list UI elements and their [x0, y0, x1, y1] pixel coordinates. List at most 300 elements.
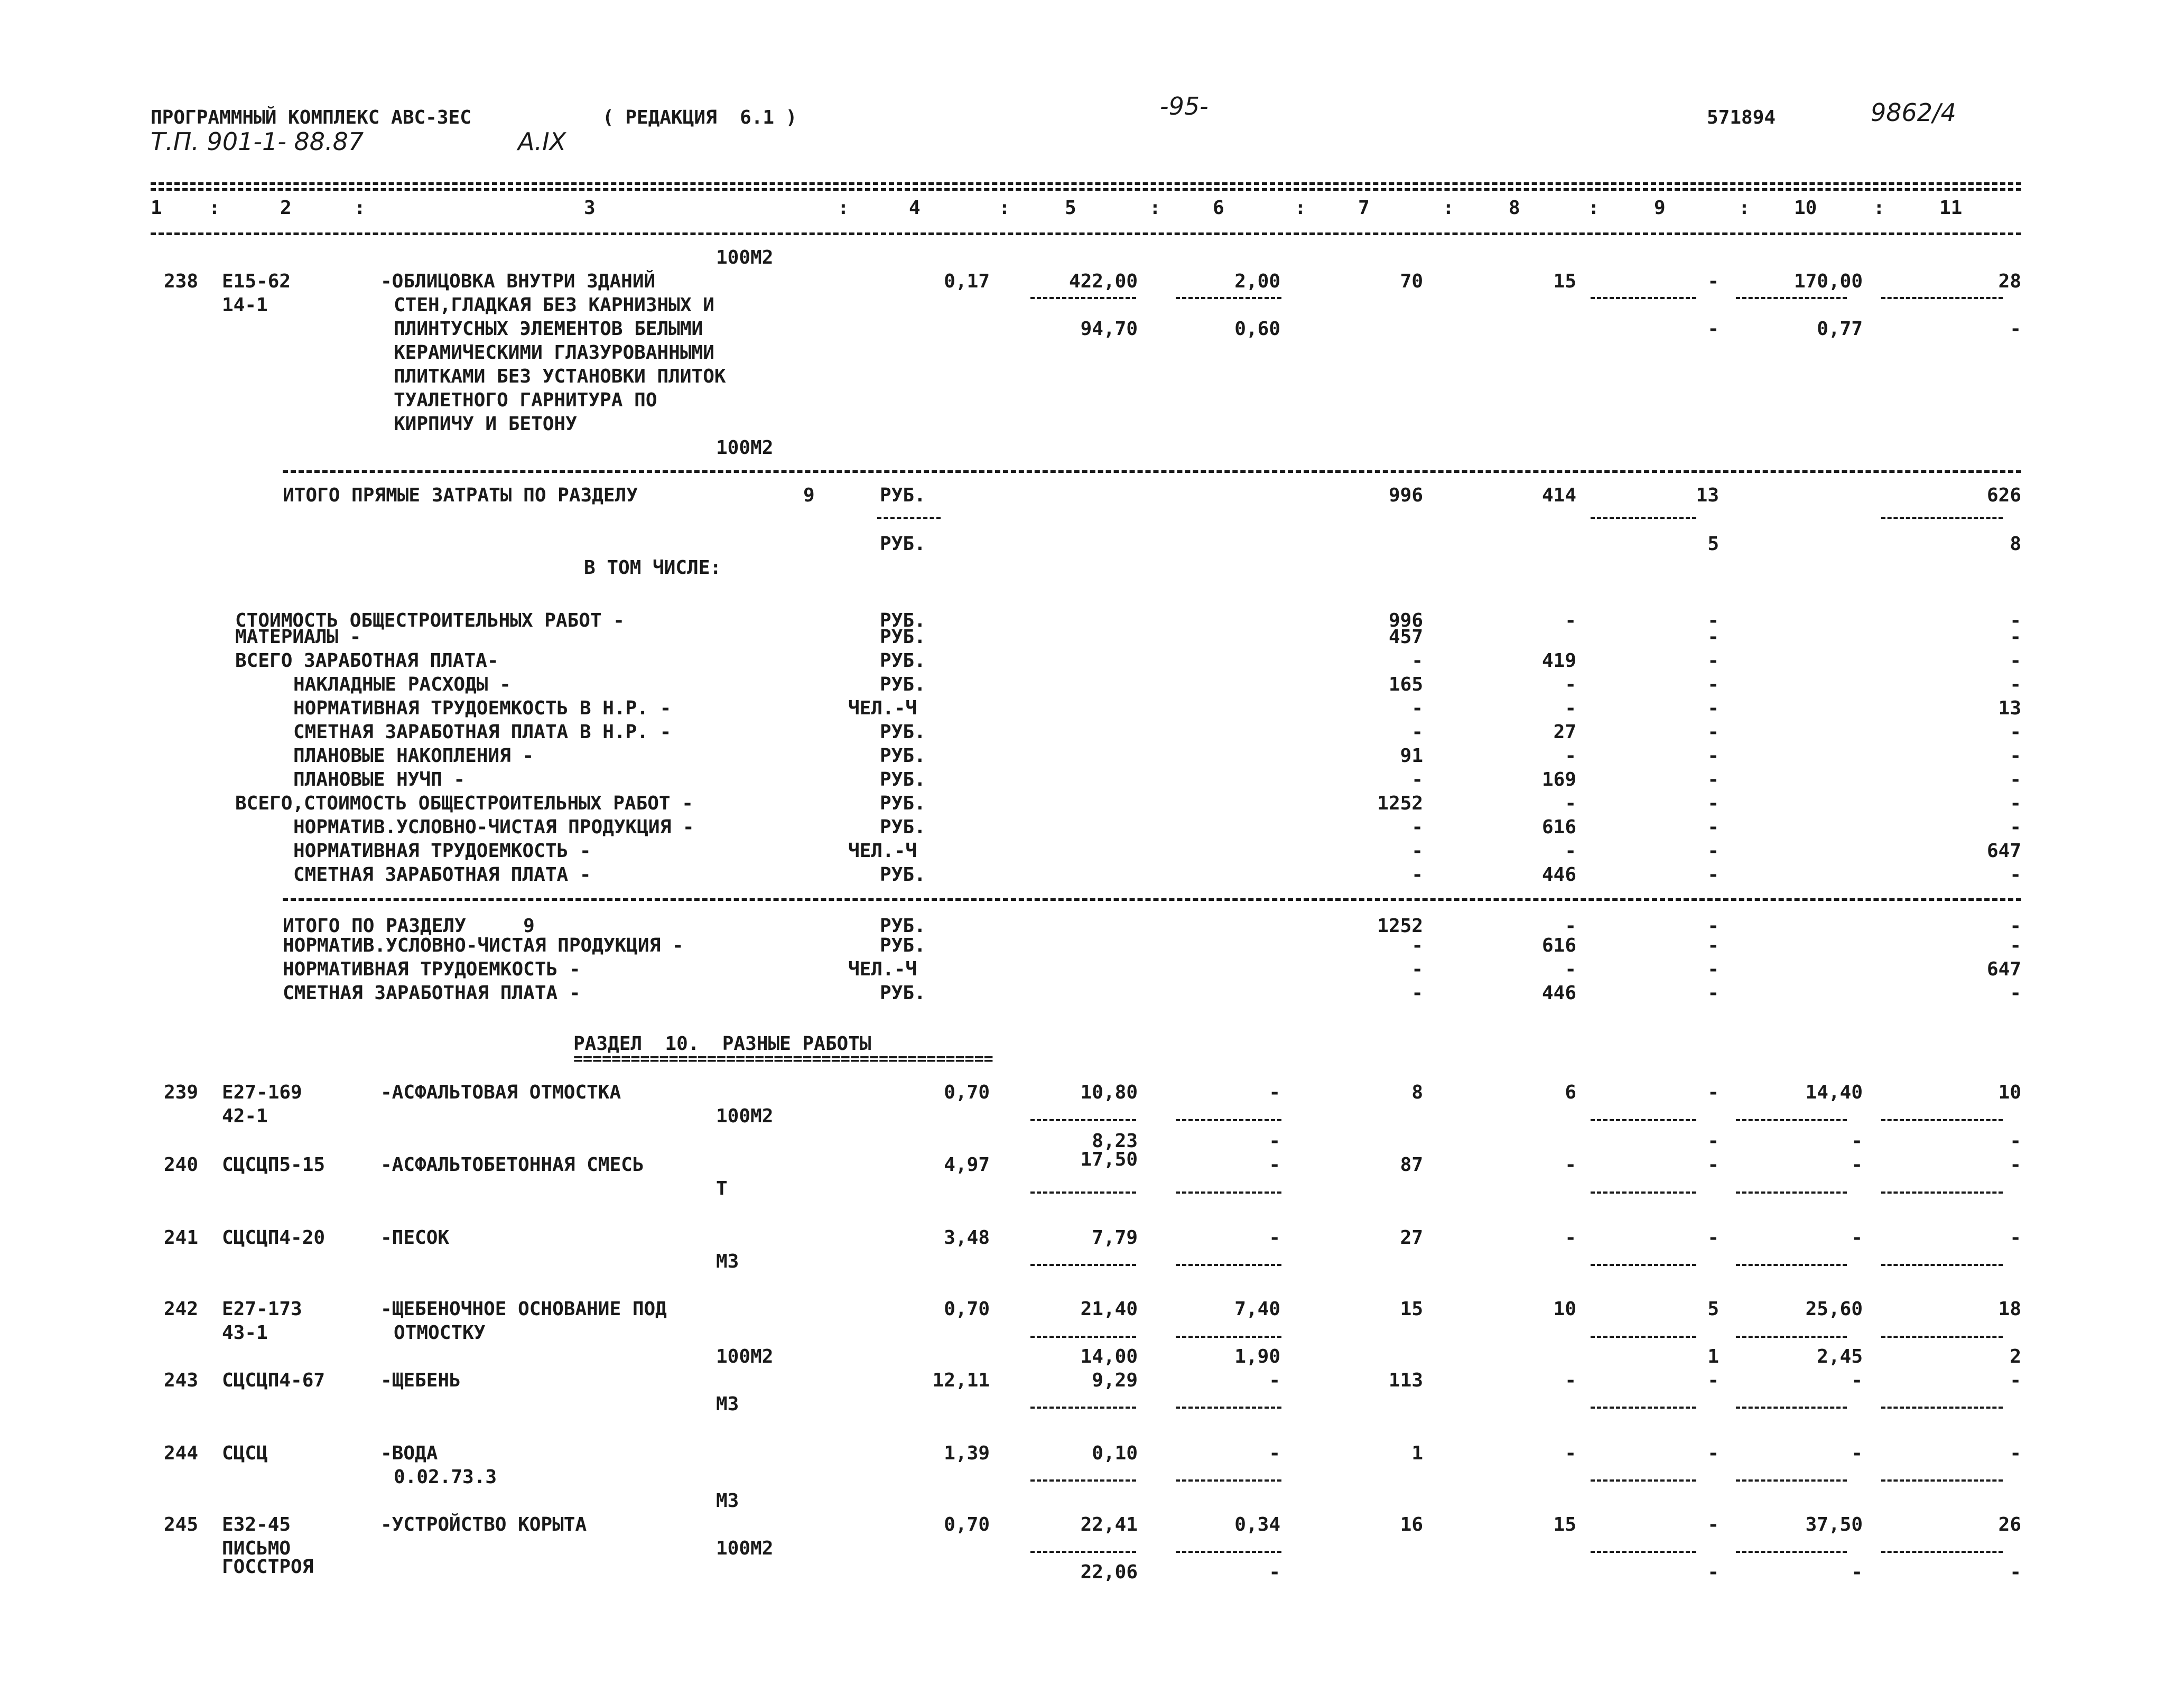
col11-value: 647 — [1986, 840, 2021, 862]
col10-value-b: 0,77 — [1817, 318, 1863, 340]
col7-value: 91 — [1400, 745, 1423, 767]
col9-value: - — [1707, 915, 1719, 937]
item-description: -ПЕСОК — [380, 1227, 450, 1249]
item-code: СЦСЦП4-67 — [222, 1370, 326, 1391]
col10-value: 37,50 — [1805, 1514, 1863, 1535]
item-number: 244 — [164, 1442, 199, 1464]
unit-label: 100М2 — [716, 1105, 774, 1127]
col8-value: 446 — [1541, 982, 1576, 1004]
col11-value-b: 8 — [2010, 533, 2021, 555]
col9-value: - — [1707, 721, 1719, 743]
value-underline — [1030, 1479, 1136, 1482]
col10-value: - — [1851, 1227, 1863, 1249]
item-description: -ЩЕБЕНОЧНОЕ ОСНОВАНИЕ ПОД — [380, 1298, 667, 1320]
value-underline — [1030, 1551, 1136, 1553]
col8-value: - — [1565, 1154, 1576, 1176]
col5-value-b: 22,06 — [1080, 1561, 1138, 1583]
breakdown-unit: РУБ. — [880, 674, 926, 695]
col9-value-b: 1 — [1707, 1346, 1719, 1367]
col11-value: - — [2010, 1227, 2021, 1249]
col9-value: - — [1707, 626, 1719, 648]
section-total-unit: РУБ. — [880, 915, 926, 937]
value-underline — [1881, 1407, 2003, 1409]
col-sep: : — [1873, 197, 1885, 219]
value-underline — [1030, 1264, 1136, 1266]
program-name: ПРОГРАММНЫЙ КОМПЛЕКС АВС-ЗЕС — [151, 107, 471, 128]
col-sep: : — [1149, 197, 1161, 219]
section-total-label: ИТОГО ПО РАЗДЕЛУ 9 — [283, 915, 535, 937]
item-description: -ЩЕБЕНЬ — [380, 1370, 461, 1391]
col4-value: 0,70 — [944, 1082, 990, 1103]
col8-value: - — [1565, 793, 1576, 814]
col9-value: - — [1707, 816, 1719, 838]
col8-value: 6 — [1565, 1082, 1576, 1103]
col10-value: - — [1851, 1154, 1863, 1176]
value-underline — [1881, 1191, 2003, 1194]
value-underline — [1176, 1336, 1281, 1338]
unit-label: РУБ. — [880, 533, 926, 555]
value-underline — [1881, 1551, 2003, 1553]
col9-value: - — [1707, 958, 1719, 980]
col6-value: - — [1269, 1442, 1280, 1464]
item-code-3: ГОССТРОЯ — [222, 1556, 314, 1578]
col4-value: 3,48 — [944, 1227, 990, 1249]
value-underline — [1176, 1264, 1281, 1266]
project-number: Т.П. 901-1- 88.87 — [151, 127, 364, 156]
col5-value: 22,41 — [1080, 1514, 1138, 1535]
col8-value: - — [1565, 674, 1576, 695]
col9-value: 13 — [1696, 485, 1719, 506]
value-underline — [1736, 1407, 1847, 1409]
col11-value-b: - — [2010, 1130, 2021, 1152]
unit-label: 100М2 — [716, 1346, 774, 1367]
col11-value-b: - — [2010, 318, 2021, 340]
item-description: ПЛИНТУСНЫХ ЭЛЕМЕНТОВ БЕЛЫМИ — [394, 318, 703, 340]
item-number: 245 — [164, 1514, 199, 1535]
col9-value: - — [1707, 935, 1719, 956]
value-underline — [1176, 297, 1281, 299]
col9-value-b: - — [1707, 318, 1719, 340]
col9-value: - — [1707, 697, 1719, 719]
col9-value: - — [1707, 271, 1719, 292]
value-underline — [1591, 1551, 1696, 1553]
col7-value: 996 — [1388, 485, 1423, 506]
col10-value: 14,40 — [1805, 1082, 1863, 1103]
col9-value: - — [1707, 674, 1719, 695]
col8-value: - — [1565, 1442, 1576, 1464]
breakdown-unit: РУБ. — [880, 610, 926, 631]
col10-value-b: - — [1851, 1561, 1863, 1583]
col6-value: - — [1269, 1227, 1280, 1249]
section-total-unit: ЧЕЛ.-Ч — [848, 958, 917, 980]
col6-value: 7,40 — [1234, 1298, 1280, 1320]
col4-value: 1,39 — [944, 1442, 990, 1464]
item-number: 238 — [164, 271, 199, 292]
col-sep: : — [999, 197, 1010, 219]
item-description: ОТМОСТКУ — [394, 1322, 486, 1344]
value-underline — [1176, 1551, 1281, 1553]
col11-value: - — [2010, 674, 2021, 695]
col-11: 11 — [1939, 197, 1963, 219]
col9-value: - — [1707, 745, 1719, 767]
value-underline — [1591, 1479, 1696, 1482]
col-6: 6 — [1213, 197, 1224, 219]
item-code: СЦСЦП5-15 — [222, 1154, 326, 1176]
col-sep: : — [354, 197, 366, 219]
item-description: -АСФАЛЬТОБЕТОННАЯ СМЕСЬ — [380, 1154, 644, 1176]
col6-value-b: - — [1269, 1561, 1280, 1583]
col5-value: 7,79 — [1092, 1227, 1138, 1249]
item-code-2: 43-1 — [222, 1322, 268, 1344]
col-sep: : — [209, 197, 220, 219]
col11-value: - — [2010, 626, 2021, 648]
value-underline — [1030, 1336, 1136, 1338]
col7-value: 27 — [1400, 1227, 1423, 1249]
value-underline — [1030, 1191, 1136, 1194]
col11-value: - — [2010, 1154, 2021, 1176]
col9-value-b: 5 — [1707, 533, 1719, 555]
col8-value: 15 — [1553, 1514, 1576, 1535]
col5-value-b: 8,23 — [1092, 1130, 1138, 1152]
col5-value: 422,00 — [1068, 271, 1138, 292]
unit-label: М3 — [716, 1251, 739, 1272]
col7-value: - — [1411, 958, 1423, 980]
col7-value: - — [1411, 697, 1423, 719]
item-description: СТЕН,ГЛАДКАЯ БЕЗ КАРНИЗНЫХ И — [394, 294, 714, 316]
breakdown-label: НОРМАТИВНАЯ ТРУДОЕМКОСТЬ - — [293, 840, 591, 862]
col9-value: - — [1707, 1442, 1719, 1464]
col7-value: 87 — [1400, 1154, 1423, 1176]
col8-value: 169 — [1541, 769, 1576, 790]
value-underline — [1176, 1191, 1281, 1194]
col9-value: - — [1707, 1082, 1719, 1103]
col4-value: 12,11 — [932, 1370, 990, 1391]
section-total-unit: РУБ. — [880, 982, 926, 1004]
col-4: 4 — [909, 197, 921, 219]
col6-value: 2,00 — [1234, 271, 1280, 292]
col11-value: 26 — [1998, 1514, 2021, 1535]
unit-label: 100М2 — [716, 247, 774, 268]
section-total-label: НОРМАТИВ.УСЛОВНО-ЧИСТАЯ ПРОДУКЦИЯ - — [283, 935, 684, 956]
col11-value: - — [2010, 915, 2021, 937]
col11-value: 18 — [1998, 1298, 2021, 1320]
section-total-unit: РУБ. — [880, 935, 926, 956]
col9-value-b: - — [1707, 1130, 1719, 1152]
col11-value: - — [2010, 982, 2021, 1004]
col5-value-b: 14,00 — [1080, 1346, 1138, 1367]
breakdown-label: ВСЕГО,СТОИМОСТЬ ОБЩЕСТРОИТЕЛЬНЫХ РАБОТ - — [235, 793, 693, 814]
col9-value: - — [1707, 864, 1719, 886]
col11-value: - — [2010, 650, 2021, 672]
item-code: Е27-169 — [222, 1082, 302, 1103]
col5-value: 0,10 — [1092, 1442, 1138, 1464]
col9-value: - — [1707, 840, 1719, 862]
col6-value-b: 0,60 — [1234, 318, 1280, 340]
col10-value: 170,00 — [1793, 271, 1863, 292]
col8-value: - — [1565, 958, 1576, 980]
value-underline — [1591, 297, 1696, 299]
col-9: 9 — [1654, 197, 1666, 219]
breakdown-label: СМЕТНАЯ ЗАРАБОТНАЯ ПЛАТА В Н.Р. - — [293, 721, 672, 743]
col4-value: 4,97 — [944, 1154, 990, 1176]
breakdown-unit: РУБ. — [880, 864, 926, 886]
value-underline — [1591, 1191, 1696, 1194]
breakdown-unit: РУБ. — [880, 650, 926, 672]
album-number: А.IX — [518, 127, 566, 156]
col9-value: - — [1707, 793, 1719, 814]
breakdown-unit: ЧЕЛ.-Ч — [848, 697, 917, 719]
edition: ( РЕДАКЦИЯ 6.1 ) — [602, 107, 797, 128]
col9-value: - — [1707, 982, 1719, 1004]
header-bottom-rule — [151, 232, 2021, 235]
breakdown-label: ВСЕГО ЗАРАБОТНАЯ ПЛАТА- — [235, 650, 499, 672]
section-10-underline: ============================================ — [573, 1050, 993, 1068]
col9-value: - — [1707, 1154, 1719, 1176]
document-code: 571894 — [1707, 107, 1776, 128]
col7-value: - — [1411, 840, 1423, 862]
item-description: ТУАЛЕТНОГО ГАРНИТУРА ПО — [394, 389, 657, 411]
col8-value: - — [1565, 610, 1576, 631]
item-description: 0.02.73.3 — [394, 1466, 497, 1488]
col8-value: - — [1565, 1370, 1576, 1391]
col8-value: 10 — [1553, 1298, 1576, 1320]
value-underline — [1030, 1119, 1136, 1121]
breakdown-unit: РУБ. — [880, 793, 926, 814]
col7-value: - — [1411, 650, 1423, 672]
col-5: 5 — [1065, 197, 1076, 219]
value-underline — [1881, 1479, 2003, 1482]
col7-value: - — [1411, 864, 1423, 886]
col-sep: : — [1443, 197, 1454, 219]
breakdown-unit: РУБ. — [880, 745, 926, 767]
section-total-label: СМЕТНАЯ ЗАРАБОТНАЯ ПЛАТА - — [283, 982, 581, 1004]
col10-value: 25,60 — [1805, 1298, 1863, 1320]
value-underline — [1591, 1119, 1696, 1121]
col9-value: - — [1707, 769, 1719, 790]
col9-value: - — [1707, 650, 1719, 672]
value-underline — [1736, 1336, 1847, 1338]
col8-value: 616 — [1541, 935, 1576, 956]
breakdown-unit: РУБ. — [880, 626, 926, 648]
col8-value: 27 — [1553, 721, 1576, 743]
item-code-2: 42-1 — [222, 1105, 268, 1127]
col4-value: 0,70 — [944, 1514, 990, 1535]
col4-value: 0,17 — [944, 271, 990, 292]
col6-value: 0,34 — [1234, 1514, 1280, 1535]
sheet-number: 9862/4 — [1871, 98, 1956, 127]
value-underline — [1881, 1119, 2003, 1121]
breakdown-unit: РУБ. — [880, 721, 926, 743]
breakdown-label: НОРМАТИВНАЯ ТРУДОЕМКОСТЬ В Н.Р. - — [293, 697, 672, 719]
value-underline — [1736, 1264, 1847, 1266]
section-rule — [283, 898, 2021, 901]
col10-value: - — [1851, 1442, 1863, 1464]
unit-label: Т — [716, 1178, 728, 1199]
breakdown-label: НОРМАТИВ.УСЛОВНО-ЧИСТАЯ ПРОДУКЦИЯ - — [293, 816, 694, 838]
column-header — [151, 199, 2021, 225]
col7-value: 8 — [1411, 1082, 1423, 1103]
col8-value: - — [1565, 915, 1576, 937]
col5-value: 21,40 — [1080, 1298, 1138, 1320]
col11-value: 10 — [1998, 1082, 2021, 1103]
col11-value: - — [2010, 816, 2021, 838]
col11-value: - — [2010, 935, 2021, 956]
col11-value-b: 2 — [2010, 1346, 2021, 1367]
col7-value: 1252 — [1377, 915, 1423, 937]
col9-value: - — [1707, 1227, 1719, 1249]
item-number: 243 — [164, 1370, 199, 1391]
col5-value: 17,50 — [1080, 1149, 1138, 1170]
breakdown-unit: РУБ. — [880, 816, 926, 838]
col11-value: - — [2010, 745, 2021, 767]
col8-value: - — [1565, 840, 1576, 862]
value-underline — [1881, 1336, 2003, 1338]
col11-value: 13 — [1998, 697, 2021, 719]
value-underline — [1591, 517, 1696, 519]
col6-value-b: 1,90 — [1234, 1346, 1280, 1367]
section-number: 9 — [803, 485, 815, 506]
col10-value-b: - — [1851, 1130, 1863, 1152]
col8-value: 616 — [1541, 816, 1576, 838]
value-underline — [1176, 1479, 1281, 1482]
breakdown-unit: ЧЕЛ.-Ч — [848, 840, 917, 862]
col11-value: - — [2010, 793, 2021, 814]
col6-value: - — [1269, 1370, 1280, 1391]
item-description: -ОБЛИЦОВКА ВНУТРИ ЗДАНИЙ — [380, 271, 656, 292]
col11-value: - — [2010, 610, 2021, 631]
col9-value: - — [1707, 610, 1719, 631]
col11-value: 626 — [1986, 485, 2021, 506]
item-number: 242 — [164, 1298, 199, 1320]
value-underline — [877, 517, 941, 519]
value-underline — [1881, 517, 2003, 519]
item-code: Е15-62 — [222, 271, 291, 292]
col11-value: 28 — [1998, 271, 2021, 292]
item-code: Е27-173 — [222, 1298, 302, 1320]
col7-value: - — [1411, 816, 1423, 838]
value-underline — [1591, 1407, 1696, 1409]
unit-label: РУБ. — [880, 485, 926, 506]
col8-value: - — [1565, 1227, 1576, 1249]
value-underline — [1736, 297, 1847, 299]
col5-value-b: 94,70 — [1080, 318, 1138, 340]
item-description: КИРПИЧУ И БЕТОНУ — [394, 413, 577, 435]
col-1: 1 — [151, 197, 162, 219]
col6-value: - — [1269, 1154, 1280, 1176]
including-label: В ТОМ ЧИСЛЕ: — [584, 557, 722, 579]
page-number: -95- — [1160, 92, 1209, 120]
col7-value: 1 — [1411, 1442, 1423, 1464]
col5-value: 9,29 — [1092, 1370, 1138, 1391]
item-code: Е32-45 — [222, 1514, 291, 1535]
breakdown-label: МАТЕРИАЛЫ - — [235, 626, 361, 648]
breakdown-label: СМЕТНАЯ ЗАРАБОТНАЯ ПЛАТА - — [293, 864, 591, 886]
value-underline — [1030, 297, 1136, 299]
col7-value: 70 — [1400, 271, 1423, 292]
col4-value: 0,70 — [944, 1298, 990, 1320]
unit-label: 100М2 — [716, 1538, 774, 1559]
section-10-title: РАЗДЕЛ 10. РАЗНЫЕ РАБОТЫ — [573, 1033, 871, 1055]
item-description: -ВОДА — [380, 1442, 438, 1464]
col-7: 7 — [1358, 197, 1370, 219]
header-top-rule-2 — [151, 188, 2021, 191]
col7-value: 457 — [1388, 626, 1423, 648]
col7-value: 15 — [1400, 1298, 1423, 1320]
header-top-rule — [151, 182, 2021, 185]
item-description: КЕРАМИЧЕСКИМИ ГЛАЗУРОВАННЫМИ — [394, 342, 714, 364]
col8-value: 414 — [1541, 485, 1576, 506]
item-code: СЦСЦП4-20 — [222, 1227, 326, 1249]
unit-label: М3 — [716, 1490, 739, 1512]
col-sep: : — [838, 197, 849, 219]
col7-value: - — [1411, 935, 1423, 956]
value-underline — [1736, 1551, 1847, 1553]
item-code-2: 14-1 — [222, 294, 268, 316]
value-underline — [1176, 1407, 1281, 1409]
value-underline — [1881, 1264, 2003, 1266]
col8-value: 15 — [1553, 271, 1576, 292]
total-label: ИТОГО ПРЯМЫЕ ЗАТРАТЫ ПО РАЗДЕЛУ — [283, 485, 638, 506]
col11-value: - — [2010, 864, 2021, 886]
col8-value: 419 — [1541, 650, 1576, 672]
item-description: ПЛИТКАМИ БЕЗ УСТАНОВКИ ПЛИТОК — [394, 366, 726, 387]
value-underline — [1030, 1407, 1136, 1409]
breakdown-label: НАКЛАДНЫЕ РАСХОДЫ - — [293, 674, 511, 695]
item-number: 241 — [164, 1227, 199, 1249]
col8-value: 446 — [1541, 864, 1576, 886]
breakdown-unit: РУБ. — [880, 769, 926, 790]
col6-value-b: - — [1269, 1130, 1280, 1152]
col-3: 3 — [584, 197, 596, 219]
unit-label: М3 — [716, 1393, 739, 1415]
col9-value: - — [1707, 1370, 1719, 1391]
item-code: СЦСЦ — [222, 1442, 268, 1464]
col9-value-b: - — [1707, 1561, 1719, 1583]
col11-value: - — [2010, 769, 2021, 790]
unit-label: 100М2 — [716, 437, 774, 459]
col-10: 10 — [1794, 197, 1817, 219]
col7-value: 165 — [1388, 674, 1423, 695]
col11-value-b: - — [2010, 1561, 2021, 1583]
col11-value: 647 — [1986, 958, 2021, 980]
col9-value: - — [1707, 1514, 1719, 1535]
col7-value: 16 — [1400, 1514, 1423, 1535]
value-underline — [1591, 1336, 1696, 1338]
section-total-label: НОРМАТИВНАЯ ТРУДОЕМКОСТЬ - — [283, 958, 581, 980]
col-sep: : — [1588, 197, 1600, 219]
item-number: 239 — [164, 1082, 199, 1103]
col11-value: - — [2010, 1370, 2021, 1391]
col9-value: 5 — [1707, 1298, 1719, 1320]
section-rule — [283, 470, 2021, 473]
item-description: -УСТРОЙСТВО КОРЫТА — [380, 1514, 587, 1535]
item-number: 240 — [164, 1154, 199, 1176]
col7-value: 996 — [1388, 610, 1423, 631]
col-sep: : — [1295, 197, 1306, 219]
value-underline — [1591, 1264, 1696, 1266]
value-underline — [1736, 1119, 1847, 1121]
breakdown-label: СТОИМОСТЬ ОБЩЕСТРОИТЕЛЬНЫХ РАБОТ - — [235, 610, 625, 631]
col-8: 8 — [1509, 197, 1520, 219]
breakdown-label: ПЛАНОВЫЕ НУЧП - — [293, 769, 466, 790]
col8-value: - — [1565, 697, 1576, 719]
col10-value-b: 2,45 — [1817, 1346, 1863, 1367]
value-underline — [1176, 1119, 1281, 1121]
value-underline — [1736, 1191, 1847, 1194]
item-description: -АСФАЛЬТОВАЯ ОТМОСТКА — [380, 1082, 621, 1103]
breakdown-label: ПЛАНОВЫЕ НАКОПЛЕНИЯ - — [293, 745, 534, 767]
col7-value: 1252 — [1377, 793, 1423, 814]
